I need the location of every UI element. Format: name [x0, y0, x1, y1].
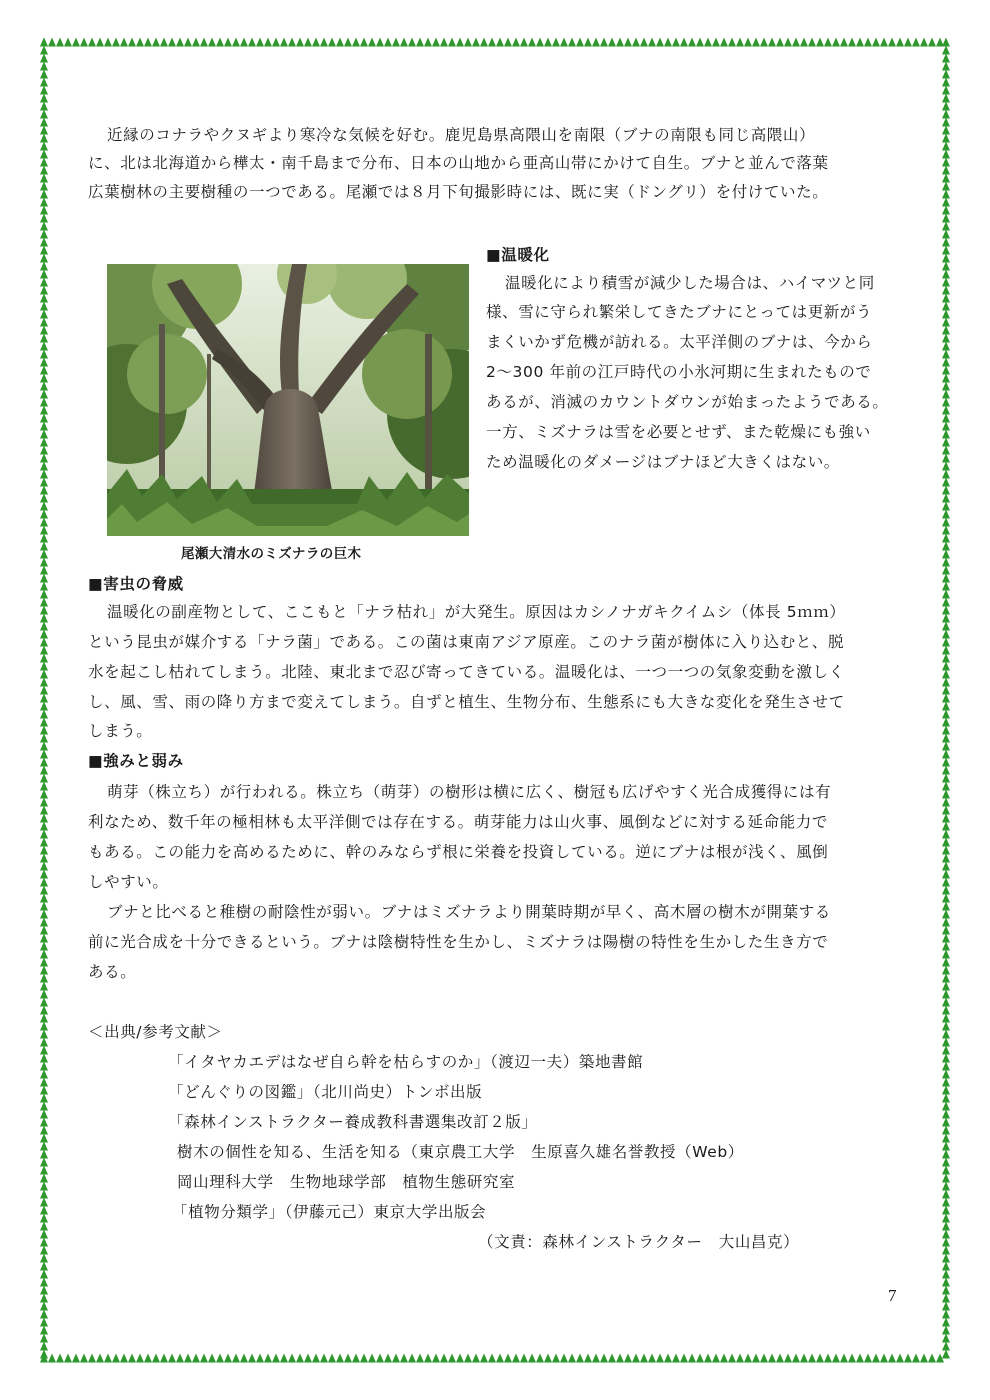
reference-item-3: 「森林インストラクター養成教科書選集改訂２版」 [168, 1113, 538, 1131]
pests-line-2: という昆虫が媒介する「ナラ菌」である。この菌は東南アジア原産。このナラ菌が樹体に入り込むと、脱 [88, 633, 845, 651]
reference-item-5: 岡山理科大学 生物地球学部 植物生態研究室 [177, 1173, 516, 1191]
strengths-line-5: ブナと比べると稚樹の耐陰性が弱い。ブナはミズナラより開葉時期が早く、高木層の樹木が開葉する [107, 903, 831, 921]
warming-line-7: ため温暖化のダメージはブナほど大きくはない。 [486, 453, 840, 471]
strengths-line-6: 前に光合成を十分できるという。ブナは陰樹特性を生かし、ミズナラは陽樹の特性を生かした生き方で [88, 933, 829, 951]
page-number: 7 [888, 1286, 897, 1305]
oak-tree-photo [107, 264, 469, 536]
pests-line-1: 温暖化の副産物として、ここもと「ナラ枯れ」が大発生。原因はカシノナガキクイムシ（体長 5ｍｍ） [107, 603, 846, 621]
strengths-heading: ■強みと弱み [88, 752, 184, 770]
intro-line-3: 広葉樹林の主要樹種の一つである。尾瀬では８月下旬撮影時には、既に実（ドングリ）を付けていた。 [88, 183, 829, 201]
warming-line-3: まくいかず危機が訪れる。太平洋側のブナは、今から [486, 333, 873, 351]
strengths-line-7: ある。 [88, 963, 137, 981]
pests-line-5: しまう。 [88, 722, 153, 740]
pests-heading: ■害虫の脅威 [88, 575, 184, 593]
intro-line-2: に、北は北海道から樺太・南千島まで分布、日本の山地から亜高山帯にかけて自生。ブナと並んで落葉 [88, 154, 829, 172]
photo-caption: 尾瀬大清水のミズナラの巨木 [181, 546, 362, 562]
warming-line-6: 一方、ミズナラは雪を必要とせず、また乾燥にも強い [486, 423, 871, 441]
warming-line-1: 温暖化により積雪が減少した場合は、ハイマツと同 [505, 274, 875, 292]
reference-item-1: 「イタヤカエデはなぜ自ら幹を枯らすのか」（渡辺一夫）築地書館 [168, 1053, 644, 1071]
warming-line-5: あるが、消滅のカウントダウンが始まったようである。 [486, 393, 889, 411]
warming-heading: ■温暖化 [486, 246, 550, 264]
reference-item-2: 「どんぐりの図鑑」（北川尚史）トンボ出版 [168, 1083, 483, 1101]
pests-line-3: 水を起こし枯れてしまう。北陸、東北まで忍び寄ってきている。温暖化は、一つ一つの気象変動を激しく [88, 663, 845, 681]
intro-line-1: 近縁のコナラやクヌギより寒冷な気候を好む。鹿児島県高隈山を南限（ブナの南限も同じ高隈山） [107, 126, 816, 144]
pests-line-4: し、風、雪、雨の降り方まで変えてしまう。自ずと植生、生物分布、生態系にも大きな変化を発生させて [88, 693, 845, 711]
author-credit: （文責：森林インストラクター 大山昌克） [478, 1233, 800, 1251]
strengths-line-4: しやすい。 [88, 873, 169, 891]
warming-line-4: 2～300 年前の江戸時代の小氷河期に生まれたもので [486, 363, 872, 381]
reference-item-4: 樹木の個性を知る、生活を知る（東京農工大学 生原喜久雄名誉教授（Web） [177, 1143, 744, 1161]
strengths-line-2: 利なため、数千年の極相林も太平洋側では存在する。萌芽能力は山火事、風倒などに対する延命能力で [88, 813, 828, 831]
strengths-line-3: もある。この能力を高めるために、幹のみならず根に栄養を投資している。逆にブナは根が浅く、風倒 [88, 843, 829, 861]
references-heading: ＜出典/参考文献＞ [88, 1023, 223, 1041]
warming-line-2: 様、雪に守られ繁栄してきたブナにとっては更新がう [486, 303, 873, 321]
strengths-line-1: 萌芽（株立ち）が行われる。株立ち（萌芽）の樹形は横に広く、樹冠も広げやすく光合成獲得には有 [107, 783, 832, 801]
reference-item-6: 「植物分類学」（伊藤元己）東京大学出版会 [172, 1203, 487, 1221]
